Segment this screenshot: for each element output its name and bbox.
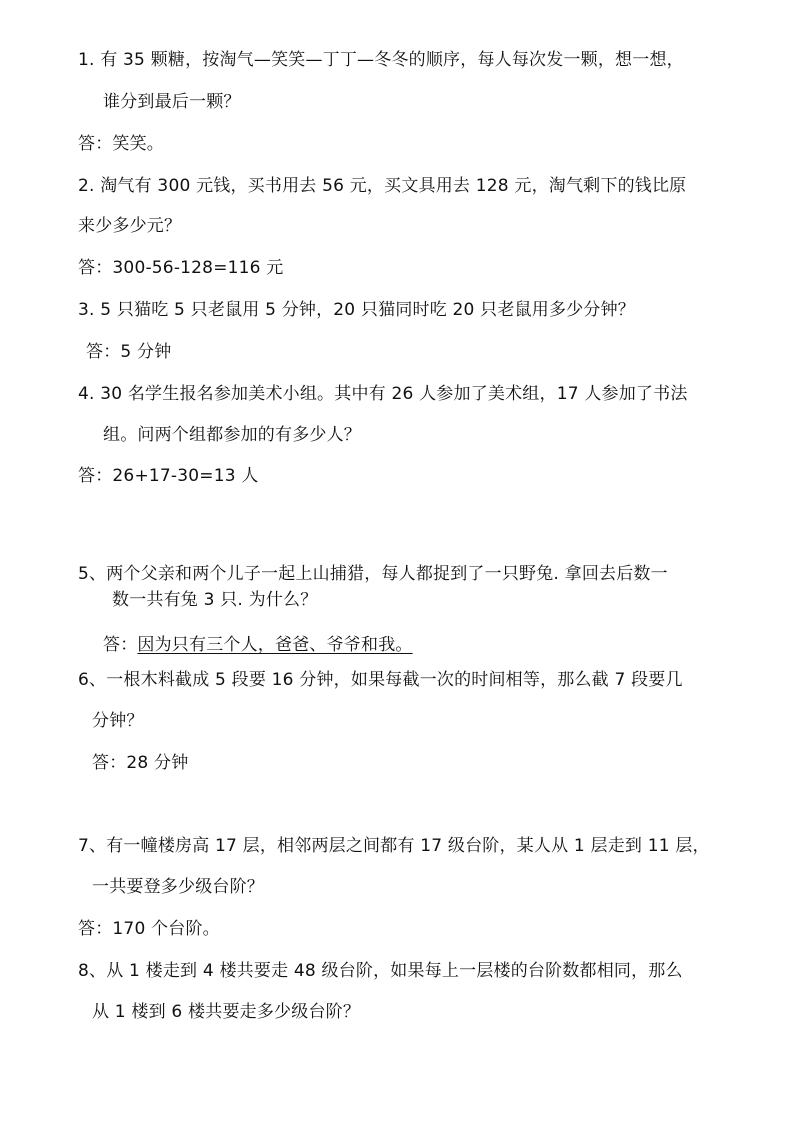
answer-3 xyxy=(86,340,171,364)
answer-2-label: 答： xyxy=(78,258,113,278)
question-6-line-1: 6、一根木料截成 5 段要 16 分钟，如果每截一次的时间相等，那么截 7 段要几 xyxy=(78,670,683,690)
question-8-line-2: 从 1 楼到 6 楼共要走多少级台阶？ xyxy=(92,1002,361,1022)
answer-1-text: 笑笑。 xyxy=(112,134,165,154)
question-3-line-1: 3. 5 只猫吃 5 只老鼠用 5 分钟，20 只猫同时吃 20 只老鼠用多少分钟？ xyxy=(78,300,635,320)
answer-4-label: 答： xyxy=(78,466,113,486)
answer-1 xyxy=(78,132,164,156)
answer-6-text: 28 分钟 xyxy=(126,753,189,773)
answer-1-label: 答： xyxy=(78,134,113,154)
question-7-line-1: 7、有一幢楼房高 17 层，相邻两层之间都有 17 级台阶，某人从 1 层走到 11 层， xyxy=(78,836,710,856)
answer-5-text: 因为只有三个人，爸爸、爷爷和我。 xyxy=(137,635,413,655)
question-1-line-1: 1. 有 35 颗糖，按淘气—笑笑—丁丁—冬冬的顺序，每人每次发一颗，想一想， xyxy=(78,50,684,70)
question-4-line-1: 4. 30 名学生报名参加美术小组。其中有 26 人参加了美术组，17 人参加了书法 xyxy=(78,384,688,404)
answer-7-label: 答： xyxy=(78,919,113,939)
question-5-line-1: 5、两个父亲和两个儿子一起上山捕猎，每人都捉到了一只野兔. 拿回去后数一 xyxy=(78,564,668,584)
question-8-line-1: 8、从 1 楼走到 4 楼共要走 48 级台阶，如果每上一层楼的台阶数都相同，那么 xyxy=(78,961,683,981)
question-4-line-2: 组。问两个组都参加的有多少人？ xyxy=(103,425,361,445)
answer-3-text: 5 分钟 xyxy=(120,342,172,362)
question-6-line-2: 分钟？ xyxy=(92,711,144,731)
question-7-line-2: 一共要登多少级台阶？ xyxy=(92,877,264,897)
answer-4 xyxy=(78,464,259,488)
answer-2-text: 300-56-128=116 元 xyxy=(112,258,284,278)
answer-6-label: 答： xyxy=(92,753,127,773)
question-1-line-2: 谁分到最后一颗？ xyxy=(103,92,241,112)
answer-5 xyxy=(103,633,413,657)
answer-5-label: 答： xyxy=(103,635,138,655)
question-2-line-2: 来少多少元？ xyxy=(78,216,182,236)
answer-3-label: 答： xyxy=(86,342,121,362)
question-2-line-1: 2. 淘气有 300 元钱，买书用去 56 元，买文具用去 128 元，淘气剩下的钱比原 xyxy=(78,176,687,196)
answer-4-text: 26+17-30=13 人 xyxy=(112,466,259,486)
answer-7-text: 170 个台阶。 xyxy=(112,919,220,939)
answer-7 xyxy=(78,917,220,941)
question-5-line-2: 数一共有兔 3 只. 为什么？ xyxy=(112,590,318,610)
answer-2 xyxy=(78,256,284,280)
answer-6 xyxy=(92,751,188,775)
